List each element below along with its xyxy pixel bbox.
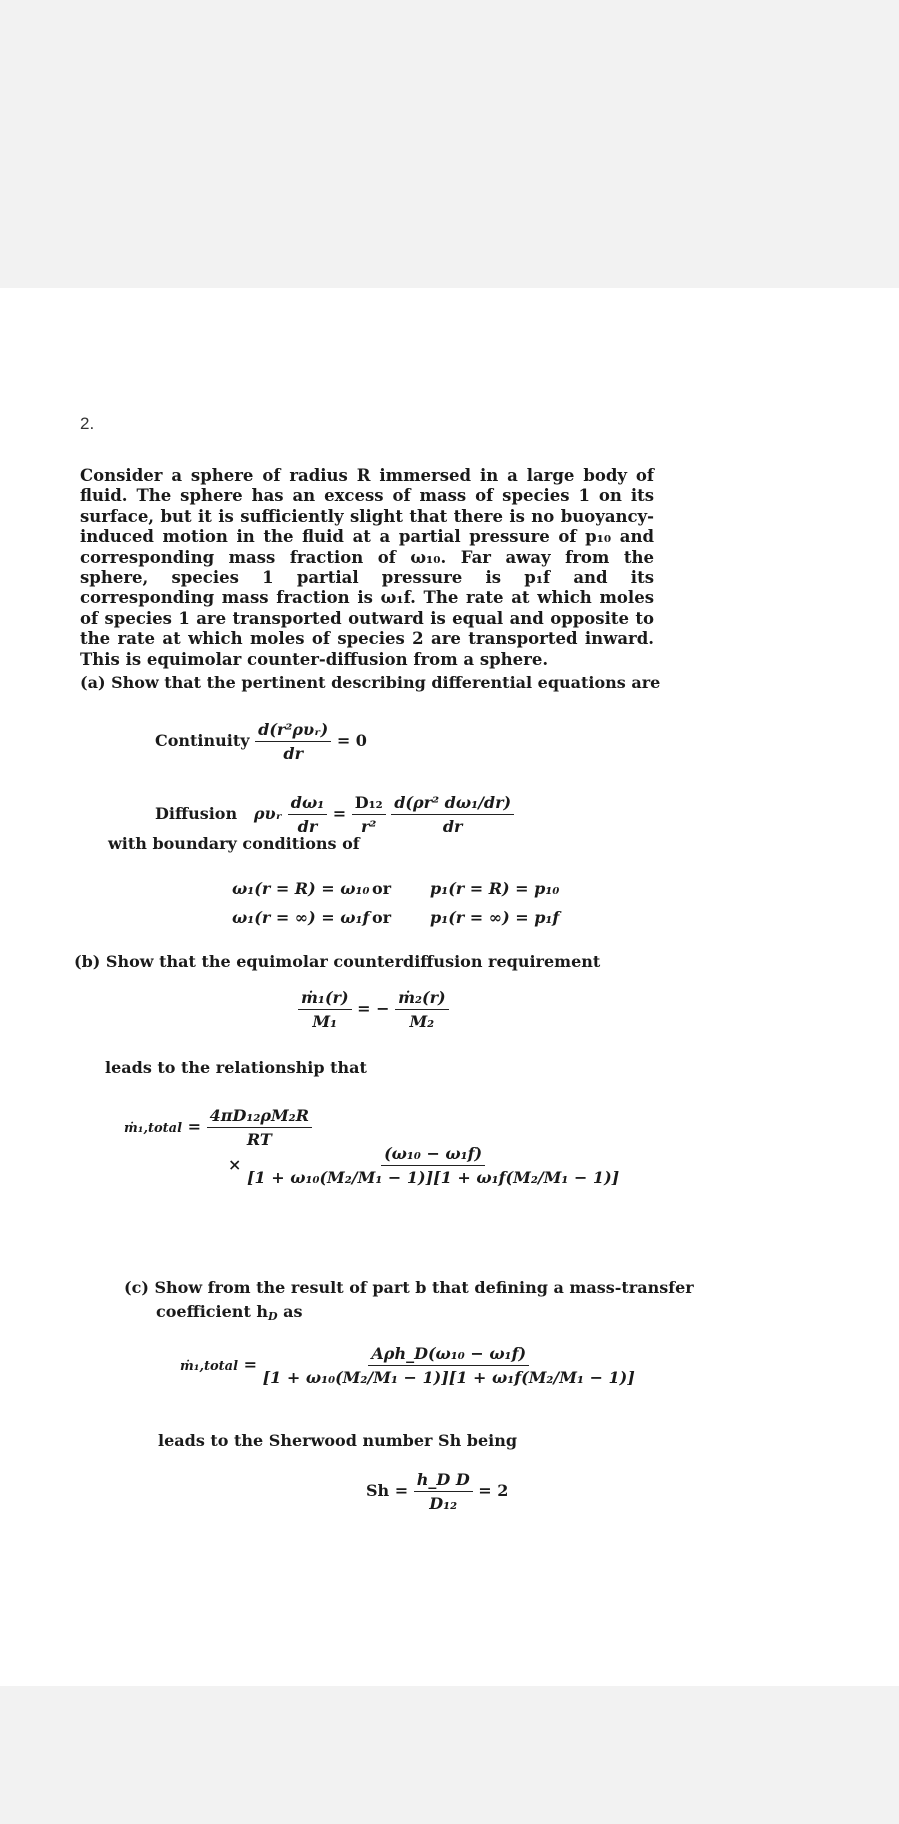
diffusion-label: Diffusion [155, 804, 238, 823]
mt-equals: = [243, 1355, 258, 1374]
part-c-prompt-end: as [277, 1302, 303, 1321]
part-b-leads: leads to the relationship that [105, 1058, 367, 1077]
part-a-prompt: (a) Show that the pertinent describing differential equations are [80, 673, 661, 692]
bc2-or: or [372, 908, 392, 927]
part-c-prompt-line2 [156, 1302, 303, 1323]
mt-denominator: [1 + ω₁₀(M₂/M₁ − 1)][1 + ω₁f(M₂/M₁ − 1)] [262, 1368, 635, 1387]
continuity-equation [155, 720, 367, 763]
bc1-right: p₁(r = R) = p₁₀ [430, 879, 560, 898]
equimolar-rhs-denominator: M₂ [409, 1012, 435, 1031]
continuity-label: Continuity [155, 731, 250, 750]
equimolar-rhs-numerator: ṁ₂(r) [395, 988, 449, 1010]
bc2-right: p₁(r = ∞) = p₁f [430, 908, 560, 927]
m-total-mass-denominator: [1 + ω₁₀(M₂/M₁ − 1)][1 + ω₁f(M₂/M₁ − 1)] [246, 1168, 620, 1187]
continuity-numerator: d(r²ρυᵣ) [255, 720, 331, 742]
diffusion-lhs-fraction [288, 793, 327, 836]
part-c-leads: leads to the Sherwood number Sh being [158, 1431, 518, 1450]
equimolar-equals: = − [357, 999, 390, 1018]
diffusion-coef-numerator: D₁₂ [352, 793, 386, 815]
continuity-fraction [255, 720, 331, 763]
sh-fraction [414, 1470, 473, 1513]
m-total-second-factor [228, 1144, 619, 1187]
m-total-coef-numerator: 4πD₁₂ρM₂R [207, 1106, 312, 1128]
equimolar-lhs-fraction [298, 988, 352, 1031]
diffusion-rhs-numerator: d(ρr² dω₁/dr) [391, 793, 514, 815]
sh-label: Sh = [366, 1481, 409, 1500]
diffusion-coef-denominator: r² [360, 817, 377, 836]
problem-number: 2. [80, 414, 95, 433]
diffusion-coef-fraction [352, 793, 386, 836]
m-total-coef-denominator: RT [246, 1130, 272, 1149]
diffusion-rhs-fraction [391, 793, 514, 836]
part-c-prompt-sub: D [268, 1310, 278, 1323]
diffusion-lhs-prefix: ρυᵣ [253, 804, 283, 823]
m-total-mass-fraction [247, 1144, 619, 1187]
m-total-equation [124, 1106, 312, 1149]
equimolar-lhs-denominator: M₁ [312, 1012, 338, 1031]
diffusion-lhs-denominator: dr [297, 817, 318, 836]
diffusion-equation [155, 793, 514, 836]
m-total-equals: = [187, 1117, 202, 1136]
boundary-conditions-intro: with boundary conditions of [108, 834, 360, 853]
mt-numerator: Aρh_D(ω₁₀ − ω₁f) [368, 1344, 529, 1366]
intro-paragraph: Consider a sphere of radius R immersed in a large body of fluid. The sphere has an excess of mass of species 1 on its surface, but it is sufficiently slight that there is no buoyancy-induced motion in the fluid at a partial pressure of p₁₀ and corresponding mass fraction of ω₁₀. Far away from the sphere, species 1 partial pressure is p₁f and its corresponding mass fraction is ω₁f. The rate at which moles of species 1 are transported outward is equal and opposite to the rate at which moles of species 2 are transported inward. This is equimolar counter-diffusion from a sphere. [80, 466, 654, 669]
diffusion-lhs-numerator: dω₁ [288, 793, 327, 815]
times-sign: × [228, 1155, 242, 1174]
m-total-mass-numerator: (ω₁₀ − ω₁f) [381, 1144, 485, 1166]
bc1-or: or [372, 879, 392, 898]
document-page [0, 288, 899, 1686]
m-total-label: ṁ₁,total [124, 1121, 183, 1136]
bc2-left: ω₁(r = ∞) = ω₁f [232, 908, 370, 927]
equimolar-rhs-fraction [395, 988, 449, 1031]
continuity-denominator: dr [283, 744, 303, 763]
sh-denominator: D₁₂ [429, 1494, 458, 1513]
m-total-coef-fraction [207, 1106, 312, 1149]
equimolar-lhs-numerator: ṁ₁(r) [298, 988, 352, 1010]
part-c-prompt-text: coefficient h [156, 1302, 269, 1321]
part-b-prompt: (b) Show that the equimolar counterdiffusion requirement [74, 952, 601, 971]
mt-fraction [263, 1344, 635, 1387]
bc1-left: ω₁(r = R) = ω₁₀ [232, 879, 370, 898]
mass-transfer-equation [180, 1344, 635, 1387]
equimolar-requirement [298, 988, 449, 1031]
part-c-prompt-line1: (c) Show from the result of part b that defining a mass-transfer [124, 1278, 694, 1297]
sherwood-equation [366, 1470, 508, 1513]
mt-label: ṁ₁,total [180, 1359, 239, 1374]
diffusion-rhs-denominator: dr [442, 817, 463, 836]
sh-numerator: h_D D [414, 1470, 473, 1492]
sh-rhs: = 2 [478, 1481, 509, 1500]
continuity-rhs: = 0 [336, 731, 367, 750]
diffusion-equals: = [332, 804, 347, 823]
